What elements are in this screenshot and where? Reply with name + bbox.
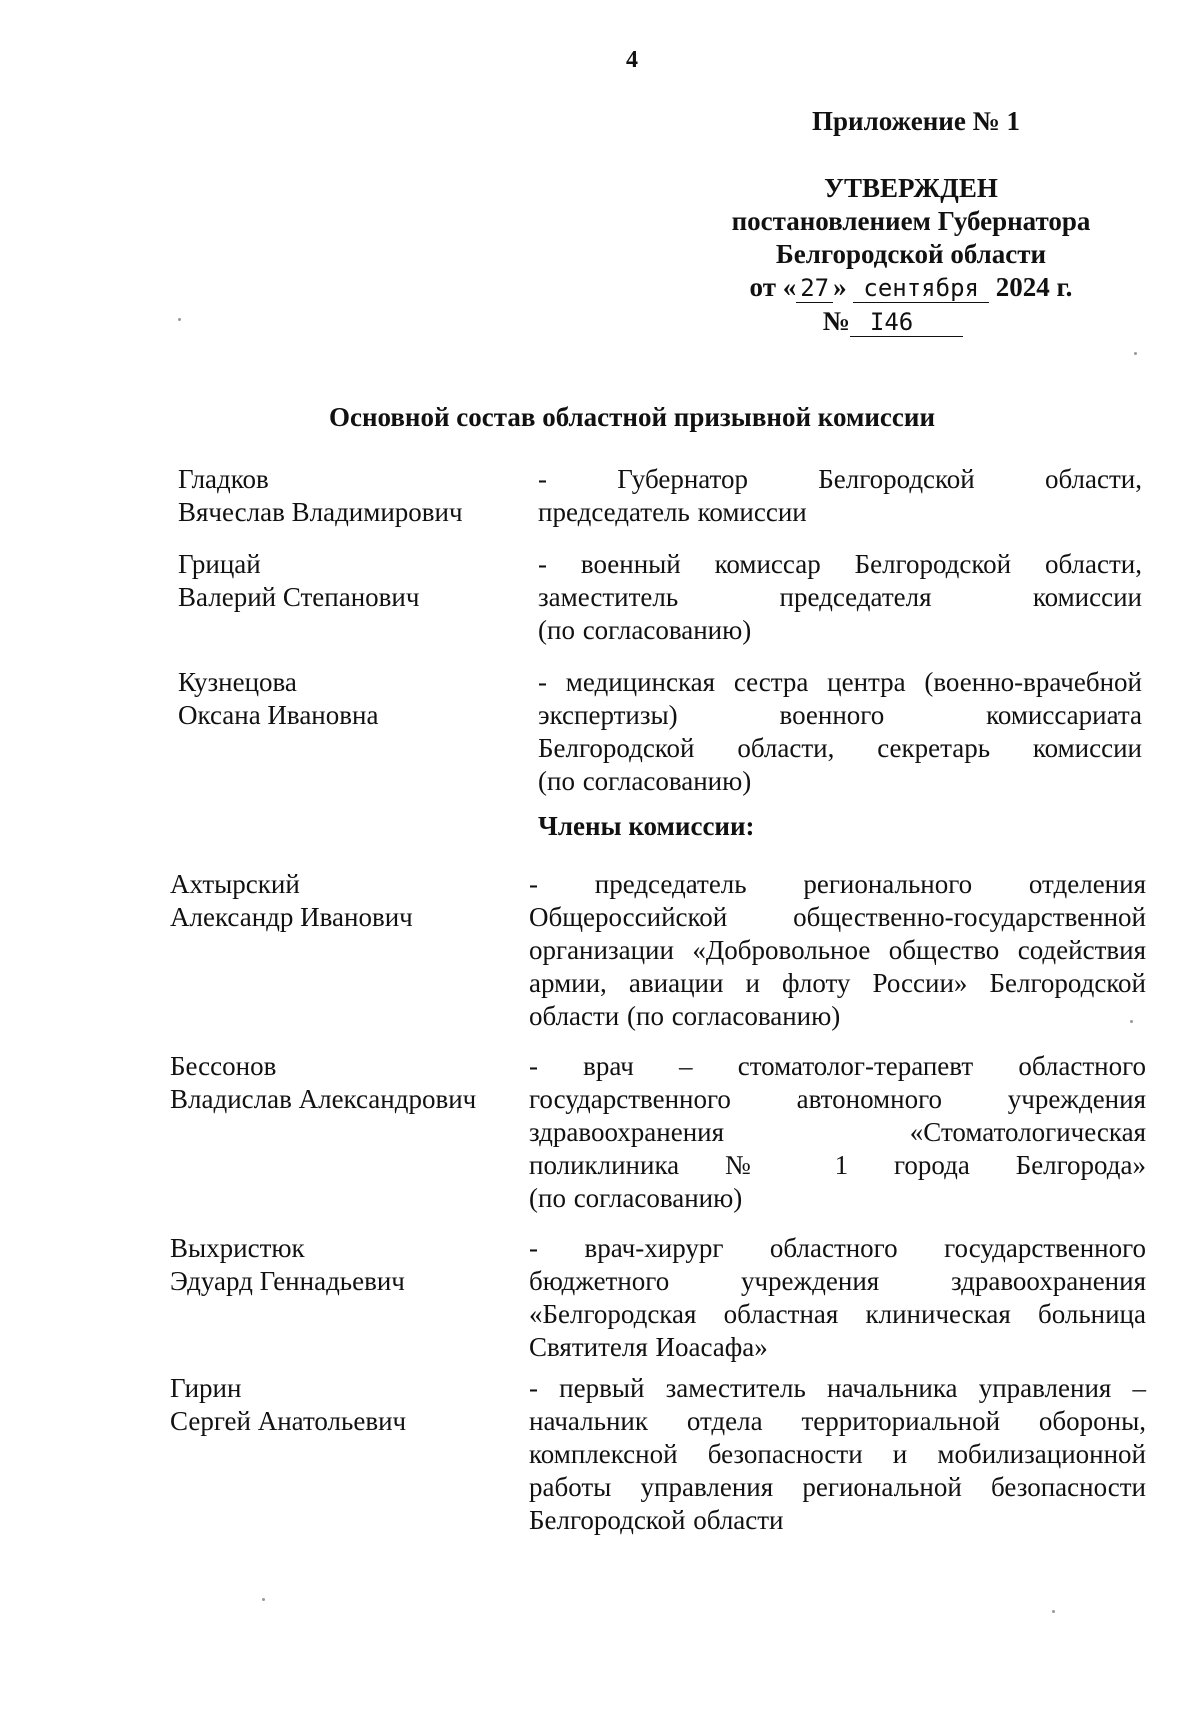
approval-act: постановлением Губернатора <box>731 206 1091 236</box>
member-name <box>170 1372 406 1438</box>
member-name <box>178 548 419 614</box>
member-name <box>178 666 378 732</box>
member-given-name: Владислав Александрович <box>170 1084 477 1114</box>
role-line: заместитель председателя комиссии <box>538 582 1142 612</box>
member-name <box>170 1232 405 1298</box>
member-surname: Гирин <box>170 1373 242 1403</box>
role-line: экспертизы) военного комиссариата <box>538 700 1142 730</box>
date-year: 2024 г. <box>995 272 1073 302</box>
number-value: I46 <box>850 308 963 337</box>
scan-speck <box>262 1598 265 1601</box>
member-surname: Грицай <box>178 549 261 579</box>
member-given-name: Эдуард Геннадьевич <box>170 1266 405 1296</box>
role-line: - врач – стоматолог-терапевт областного <box>529 1051 1146 1081</box>
date-month: сентября <box>853 274 989 303</box>
role-line: Белгородской области <box>529 1505 784 1535</box>
member-role <box>529 1372 1146 1537</box>
approval-number <box>716 305 1106 339</box>
approval-block <box>716 172 1106 339</box>
role-line: - военный комиссар Белгородской области, <box>538 549 1142 579</box>
role-line: поликлиника № 1 города Белгорода» <box>529 1150 1146 1180</box>
member-given-name: Вячеслав Владимирович <box>178 497 463 527</box>
date-prefix: от « <box>749 272 797 302</box>
role-line: государственного автономного учреждения <box>529 1084 1146 1114</box>
member-role <box>529 868 1146 1033</box>
scan-speck <box>1134 352 1137 355</box>
members-heading: Члены комиссии: <box>538 811 755 841</box>
member-given-name: Сергей Анатольевич <box>170 1406 407 1436</box>
role-line: председатель комиссии <box>538 497 807 527</box>
member-role <box>538 666 1142 798</box>
number-prefix: № <box>822 306 850 336</box>
role-line: Общероссийской общественно-государственной <box>529 902 1146 932</box>
date-day: 27 <box>796 274 833 303</box>
approval-heading: УТВЕРЖДЕН <box>824 173 998 203</box>
member-name <box>170 868 413 934</box>
role-line: бюджетного учреждения здравоохранения <box>529 1266 1146 1296</box>
role-line: армии, авиации и флоту России» Белгородской <box>529 968 1146 998</box>
role-line: области (по согласованию) <box>529 1001 841 1031</box>
role-line: - Губернатор Белгородской области, <box>538 464 1142 494</box>
approval-date <box>716 271 1106 305</box>
role-line: - медицинская сестра центра (военно-врачебной <box>538 667 1142 697</box>
role-line: организации «Добровольное общество содействия <box>529 935 1146 965</box>
role-line: (по согласованию) <box>538 615 752 645</box>
role-line: - первый заместитель начальника управления – <box>529 1373 1146 1403</box>
role-line: комплексной безопасности и мобилизационной <box>529 1439 1146 1469</box>
member-surname: Кузнецова <box>178 667 297 697</box>
document-title: Основной состав областной призывной комиссии <box>328 402 935 432</box>
scan-speck <box>1052 1610 1055 1613</box>
role-line: Святителя Иоасафа» <box>529 1332 768 1362</box>
role-line: - врач-хирург областного государственного <box>529 1233 1146 1263</box>
page-number: 4 <box>626 47 638 73</box>
scan-speck <box>1130 1020 1133 1023</box>
member-given-name: Оксана Ивановна <box>178 700 379 730</box>
member-surname: Выхристюк <box>170 1233 305 1263</box>
role-line: начальник отдела территориальной обороны, <box>529 1406 1146 1436</box>
role-line: Белгородской области, секретарь комиссии <box>538 733 1142 763</box>
date-mid: » <box>833 272 847 302</box>
member-role <box>529 1050 1146 1215</box>
role-line: - председатель регионального отделения <box>529 869 1146 899</box>
role-line: здравоохранения «Стоматологическая <box>529 1117 1146 1147</box>
role-line: (по согласованию) <box>538 766 752 796</box>
member-name <box>178 463 463 529</box>
member-name <box>170 1050 476 1116</box>
approval-region: Белгородской области <box>775 239 1047 269</box>
appendix-label: Приложение № 1 <box>812 106 1020 136</box>
role-line: «Белгородская областная клиническая больница <box>529 1299 1146 1329</box>
member-given-name: Валерий Степанович <box>178 582 420 612</box>
member-surname: Гладков <box>178 464 269 494</box>
role-line: работы управления региональной безопасности <box>529 1472 1146 1502</box>
role-line: (по согласованию) <box>529 1183 743 1213</box>
member-surname: Бессонов <box>170 1051 277 1081</box>
member-role <box>538 463 1142 529</box>
member-surname: Ахтырский <box>170 869 300 899</box>
member-role <box>538 548 1142 647</box>
member-role <box>529 1232 1146 1364</box>
member-given-name: Александр Иванович <box>170 902 413 932</box>
scan-speck <box>178 318 181 321</box>
